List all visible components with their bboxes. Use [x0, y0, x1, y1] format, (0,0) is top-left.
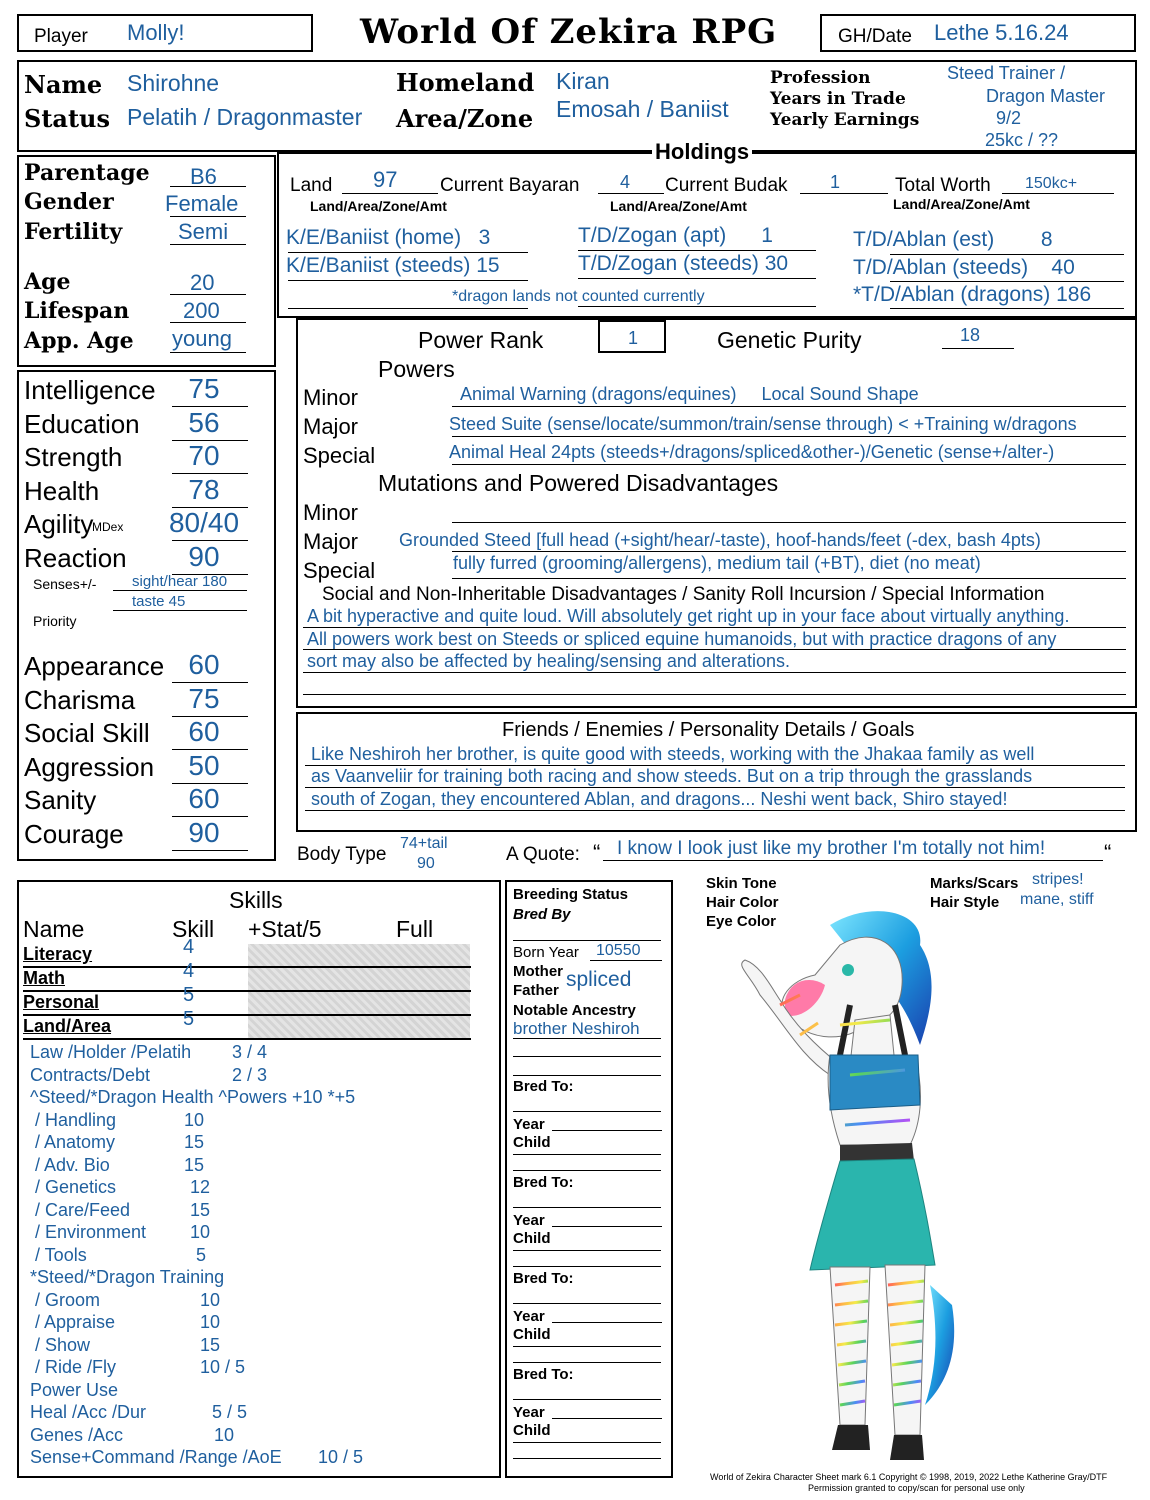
stats-label-4: Agility	[24, 509, 94, 540]
land-label: Land	[290, 175, 333, 196]
stats-label-5: Reaction	[24, 543, 127, 573]
power-minor-value: Animal Warning (dragons/equines) Local Sound Shape	[460, 384, 919, 404]
body-type-value-1: 74+tail	[400, 835, 448, 852]
mut-major-label: Major	[303, 529, 359, 554]
powers-label: Powers	[378, 356, 455, 382]
age-label: Age	[24, 269, 71, 295]
senses-label: Senses+/-	[33, 576, 97, 592]
skill-name-4: / Anatomy	[30, 1132, 116, 1152]
hair-style-value: mane, stiff	[1020, 891, 1094, 908]
child-label-2: Child	[513, 1326, 551, 1343]
skill-value-13: 15	[200, 1334, 221, 1355]
core-skill-name-2: Personal	[23, 992, 100, 1012]
skill-value-6: 12	[190, 1177, 211, 1197]
land-value: 97	[373, 167, 398, 192]
name-value: Shirohne	[127, 70, 220, 96]
parentage-label: Parentage	[24, 160, 150, 186]
friends-title: Friends / Enemies / Personality Details / Goals	[502, 719, 915, 741]
skill-value-1: 2 / 3	[232, 1064, 268, 1085]
skill-name-18: Sense+Command /Range /AoE	[30, 1447, 282, 1467]
power-major-value: Steed Suite (sense/locate/summon/train/sense through) < +Training w/dragons	[449, 414, 1077, 434]
stats2-label-5: Courage	[24, 819, 124, 849]
core-skill-value-1: 4	[183, 960, 195, 982]
gh-date-label: GH/Date	[838, 26, 912, 47]
body-type-value-2: 90	[417, 855, 435, 872]
social-line-1: A bit hyperactive and quite loud. Will absolutely get right up in your face about virtually anything.	[307, 606, 1070, 626]
holding-3-2: T/D/Ablan (steeds) 40	[853, 256, 1075, 279]
skill-value-4: 15	[184, 1132, 205, 1152]
stats-value-3: 78	[188, 473, 220, 505]
skills-header-stat: +Stat/5	[248, 916, 322, 942]
friends-line-3: south of Zogan, they encountered Ablan, and dragons... Neshi went back, Shiro stayed!	[311, 789, 1008, 809]
bayaran-value: 4	[620, 172, 631, 192]
skill-name-17: Genes /Acc	[30, 1424, 124, 1445]
gender-label: Gender	[24, 189, 114, 215]
power-rank-value: 1	[628, 328, 639, 348]
stats2-value-2: 60	[188, 716, 220, 748]
senses-value-2: taste 45	[132, 593, 186, 610]
worth-label: Total Worth	[895, 175, 991, 196]
name-label: Name	[24, 70, 103, 99]
profession-value-1: Steed Trainer /	[947, 63, 1066, 83]
character-illustration	[690, 905, 1130, 1475]
lifespan-value: 200	[183, 298, 220, 323]
sheet-title: World Of Zekira RPG	[360, 12, 778, 52]
skill-name-5: / Adv. Bio	[30, 1154, 110, 1175]
mut-major-value: Grounded Steed [full head (+sight/hear/-taste), hoof-hands/feet (-dex, bash 4pts)	[399, 530, 1041, 550]
quote-open-mark: “	[593, 840, 601, 865]
gh-date-value: Lethe 5.16.24	[934, 20, 1069, 45]
stats-label-0: Intelligence	[24, 375, 156, 405]
player-value: Molly!	[127, 20, 185, 45]
skill-value-11: 10	[200, 1289, 221, 1310]
skill-name-14: / Ride /Fly	[30, 1357, 117, 1377]
skill-value-18: 10 / 5	[318, 1447, 364, 1467]
breeding-title: Breeding Status	[513, 886, 629, 903]
agility-sub-label: MDex	[92, 520, 124, 534]
skill-name-15: Power Use	[30, 1379, 119, 1400]
stats-value-2: 70	[188, 440, 220, 472]
power-special-value: Animal Heal 24pts (steeds+/dragons/spliced&other-)/Genetic (sense+/alter-)	[449, 442, 1055, 462]
gh-date-box	[820, 14, 1136, 52]
profession-value-2: Dragon Master	[986, 86, 1106, 106]
power-rank-box	[598, 320, 666, 353]
area-value: Emosah / Baniist	[556, 96, 729, 122]
fertility-value: Semi	[178, 219, 229, 244]
app-age-value: young	[172, 326, 232, 351]
social-title: Social and Non-Inheritable Disadvantages / Sanity Roll Incursion / Special Information	[322, 584, 1045, 605]
genetic-purity-value: 18	[960, 325, 981, 345]
stats-value-0: 75	[188, 373, 220, 404]
skills-header-skill: Skill	[172, 916, 215, 942]
player-label: Player	[34, 26, 88, 47]
bred-to-label-1: Bred To:	[513, 1174, 574, 1191]
holding-3-3: *T/D/Ablan (dragons) 186	[853, 283, 1092, 306]
bred-by-label: Bred By	[513, 906, 571, 923]
friends-line-1: Like Neshiroh her brother, is quite good with steeds, working with the Jhakaa family as well	[311, 744, 1035, 764]
genetic-purity-label: Genetic Purity	[717, 327, 862, 353]
skill-name-0: Law /Holder /Pelatih	[30, 1042, 192, 1062]
core-skill-value-0: 4	[183, 936, 195, 958]
stats-value-4: 80/40	[168, 507, 240, 539]
earnings-value: 25kc / ??	[985, 130, 1059, 150]
skill-value-14: 10 / 5	[200, 1357, 246, 1377]
core-skill-name-1: Math	[23, 968, 65, 988]
stats-value-5: 90	[188, 541, 220, 572]
father-label: Father	[513, 982, 559, 999]
mut-special-label: Special	[303, 558, 376, 583]
footer-copyright: World of Zekira Character Sheet mark 6.1 Copyright © 1998, 2019, 2022 Lethe Katherine Gray/DTF	[710, 1472, 1108, 1482]
holdings-title: Holdings	[652, 139, 752, 165]
land-sub-label: Land/Area/Zone/Amt	[310, 198, 447, 214]
holding-1-2: K/E/Baniist (steeds) 15	[286, 254, 500, 277]
budak-value: 1	[830, 172, 841, 192]
mut-minor-label: Minor	[303, 500, 359, 525]
footer-permission: Permission granted to copy/scan for personal use only	[808, 1483, 1025, 1493]
year-label-2: Year	[513, 1308, 545, 1325]
stats2-label-1: Charisma	[24, 684, 136, 715]
year-label-0: Year	[513, 1116, 545, 1133]
worth-sub-label: Land/Area/Zone/Amt	[893, 196, 1030, 212]
skills-header-full: Full	[396, 916, 434, 942]
year-label-1: Year	[513, 1212, 545, 1229]
stats2-value-4: 60	[188, 783, 220, 815]
skill-name-16: Heal /Acc /Dur	[30, 1402, 147, 1422]
bayaran-label: Current Bayaran	[440, 175, 580, 196]
skill-name-12: / Appraise	[30, 1312, 116, 1332]
skill-value-3: 10	[184, 1109, 205, 1130]
stats2-value-3: 50	[188, 749, 220, 781]
holding-2-1: T/D/Zogan (apt) 1	[578, 224, 773, 247]
social-line-2: All powers work best on Steeds or spliced equine humanoids, but with practice dragons of any	[307, 629, 1057, 649]
hair-style-label: Hair Style	[930, 894, 1000, 911]
stats2-value-5: 90	[188, 817, 220, 848]
power-major-label: Major	[303, 414, 359, 439]
skill-name-2: ^Steed/*Dragon Health ^Powers +10 *+5	[30, 1087, 356, 1107]
marks-label: Marks/Scars	[930, 875, 1019, 892]
senses-value-1: sight/hear 180	[132, 573, 228, 590]
stats2-value-1: 75	[188, 682, 220, 714]
player-box	[17, 14, 313, 52]
marks-value: stripes!	[1032, 871, 1084, 888]
skill-value-9: 5	[196, 1244, 207, 1265]
core-skill-value-3: 5	[183, 1008, 195, 1030]
skill-value-17: 10	[214, 1424, 235, 1445]
bred-to-label-3: Bred To:	[513, 1366, 574, 1383]
quote-value: I know I look just like my brother I'm totally not him!	[617, 838, 1046, 859]
bayaran-sub-label: Land/Area/Zone/Amt	[610, 198, 747, 214]
budak-label: Current Budak	[665, 175, 788, 196]
skills-shaded-area	[248, 944, 470, 1040]
child-label-3: Child	[513, 1422, 551, 1439]
skill-name-3: / Handling	[30, 1109, 117, 1130]
mutations-title: Mutations and Powered Disadvantages	[378, 470, 779, 496]
skill-value-0: 3 / 4	[232, 1042, 268, 1062]
homeland-value: Kiran	[556, 68, 610, 94]
core-skill-name-0: Literacy	[23, 944, 93, 964]
power-minor-label: Minor	[303, 385, 359, 410]
skill-name-7: / Care/Feed	[30, 1199, 131, 1220]
skill-value-16: 5 / 5	[212, 1402, 248, 1422]
holding-1-1: K/E/Baniist (home) 3	[286, 226, 491, 249]
skill-name-13: / Show	[30, 1334, 91, 1355]
stats2-label-3: Aggression	[24, 751, 155, 782]
worth-value: 150kc+	[1025, 175, 1078, 192]
core-skill-name-3: Land/Area	[23, 1016, 112, 1036]
core-skill-value-2: 5	[183, 984, 195, 1006]
social-line-3: sort may also be affected by healing/sensing and alterations.	[307, 651, 790, 671]
power-rank-label: Power Rank	[418, 327, 544, 353]
parentage-value: B6	[190, 164, 217, 189]
stats2-label-4: Sanity	[24, 785, 97, 816]
earnings-label: Yearly Earnings	[770, 110, 920, 130]
year-label-3: Year	[513, 1404, 545, 1421]
bred-to-label-2: Bred To:	[513, 1270, 574, 1287]
area-label: Area/Zone	[396, 104, 534, 133]
skill-name-10: *Steed/*Dragon Training	[30, 1267, 225, 1287]
profession-label: Profession	[770, 68, 871, 88]
child-label-1: Child	[513, 1230, 551, 1247]
years-label: Years in Trade	[770, 89, 906, 109]
stats-label-3: Health	[24, 475, 100, 506]
lifespan-label: Lifespan	[24, 298, 130, 324]
mother-label: Mother	[513, 963, 563, 980]
skill-name-6: / Genetics	[30, 1177, 117, 1197]
stats-value-1: 56	[188, 406, 220, 438]
skill-name-1: Contracts/Debt	[30, 1064, 151, 1085]
quote-label: A Quote:	[506, 844, 580, 865]
eye-color-label: Eye Color	[706, 913, 777, 930]
fertility-label: Fertility	[24, 219, 123, 245]
friends-line-2: as Vaanveliir for training both racing and show steeds. But on a trip through the grasslands	[311, 766, 1033, 786]
stats-label-1: Education	[24, 408, 140, 439]
skill-value-8: 10	[190, 1222, 211, 1242]
child-label-0: Child	[513, 1134, 551, 1151]
body-type-label: Body Type	[297, 844, 387, 865]
skills-header-name: Name	[23, 916, 85, 942]
homeland-label: Homeland	[396, 68, 535, 97]
age-value: 20	[190, 270, 215, 295]
skill-value-7: 15	[190, 1199, 211, 1220]
skin-tone-label: Skin Tone	[706, 875, 777, 892]
stats2-value-0: 60	[188, 649, 220, 680]
holding-2-2: T/D/Zogan (steeds) 30	[578, 252, 789, 275]
parents-value: spliced	[566, 968, 632, 991]
priority-label: Priority	[33, 613, 77, 629]
hair-color-label: Hair Color	[706, 894, 779, 911]
status-value: Pelatih / Dragonmaster	[127, 104, 363, 130]
skill-name-8: / Environment	[30, 1222, 147, 1242]
years-value: 9/2	[996, 108, 1022, 128]
quote-close-mark: “	[1104, 840, 1112, 865]
skill-value-12: 10	[200, 1312, 221, 1332]
mut-special-value: fully furred (grooming/allergens), medium tail (+BT), diet (no meat)	[453, 553, 981, 573]
stats2-label-2: Social Skill	[24, 718, 150, 749]
stats2-label-0: Appearance	[24, 651, 165, 681]
holding-3-1: T/D/Ablan (est) 8	[853, 228, 1053, 251]
skill-value-5: 15	[184, 1154, 205, 1175]
notable-ancestry-value: brother Neshiroh	[513, 1019, 640, 1038]
born-year-value: 10550	[596, 942, 641, 959]
app-age-label: App. Age	[24, 328, 134, 354]
skills-title: Skills	[229, 887, 283, 913]
bred-to-label-0: Bred To:	[513, 1078, 574, 1095]
power-special-label: Special	[303, 443, 376, 468]
stats-label-2: Strength	[24, 442, 123, 473]
notable-ancestry-label: Notable Ancestry	[513, 1002, 636, 1019]
gender-value: Female	[165, 191, 239, 216]
status-label: Status	[24, 104, 111, 133]
skill-name-11: / Groom	[30, 1289, 101, 1310]
born-year-label: Born Year	[513, 944, 579, 961]
holdings-note: *dragon lands not counted currently	[452, 288, 705, 305]
skill-name-9: / Tools	[30, 1244, 87, 1265]
